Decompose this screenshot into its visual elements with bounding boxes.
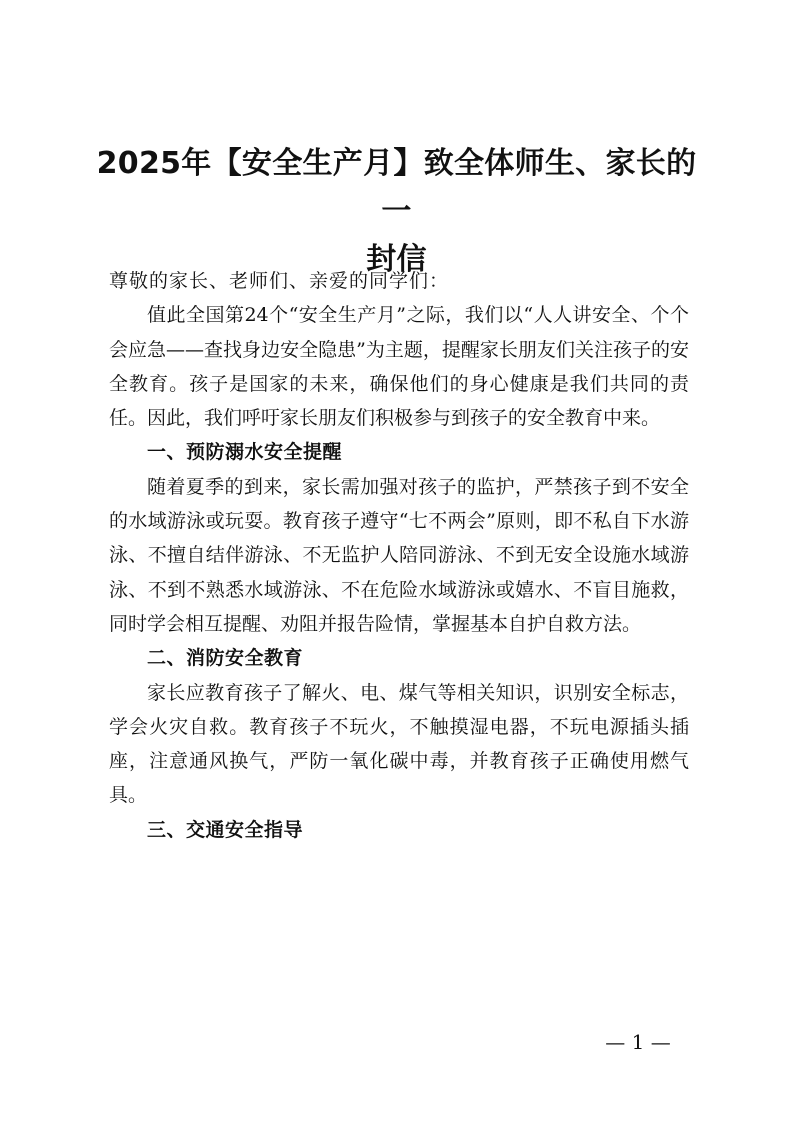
section-heading-fire: 二、消防安全教育 <box>147 647 304 670</box>
section-text-drowning: 随着夏季的到来，家长需加强对孩子的监护，严禁孩子到不安全的水域游泳或玩耍。教育孩子遵守“七不两会”原则，即不私自下水游泳、不擅自结伴游泳、不无监护人陪同游泳、不到无安全设施水域游泳、不到不熟悉水域游泳、不在危险水域游泳或嬉水、不盲目施救，同时学会相互提醒、劝阻并报告险情，掌握基本自护自救方法。 <box>109 475 689 635</box>
page-number: — 1 — <box>605 1030 671 1054</box>
intro-paragraph: 值此全国第24个“安全生产月”之际，我们以“人人讲安全、个个会应急——查找身边安全隐患”为主题，提醒家长朋友们关注孩子的安全教育。孩子是国家的未来，确保他们的身心健康是我们共同的责任。因此，我们呼吁家长朋友们积极参与到孩子的安全教育中来。 <box>109 304 689 430</box>
salutation: 尊敬的家长、老师们、亲爱的同学们： <box>109 270 450 292</box>
document-body <box>109 264 689 847</box>
document-title <box>96 140 697 284</box>
section-heading-traffic: 三、交通安全指导 <box>147 818 304 841</box>
title-line-2: 封信 <box>366 242 427 277</box>
title-line-1: 2025年【安全生产月】致全体师生、家长的一 <box>96 146 697 229</box>
section-heading-drowning: 一、预防溺水安全提醒 <box>147 441 343 464</box>
section-text-fire: 家长应教育孩子了解火、电、煤气等相关知识，识别安全标志，学会火灾自救。教育孩子不玩火，不触摸湿电器，不玩电源插头插座，注意通风换气，严防一氧化碳中毒，并教育孩子正确使用燃气具。 <box>109 681 689 807</box>
